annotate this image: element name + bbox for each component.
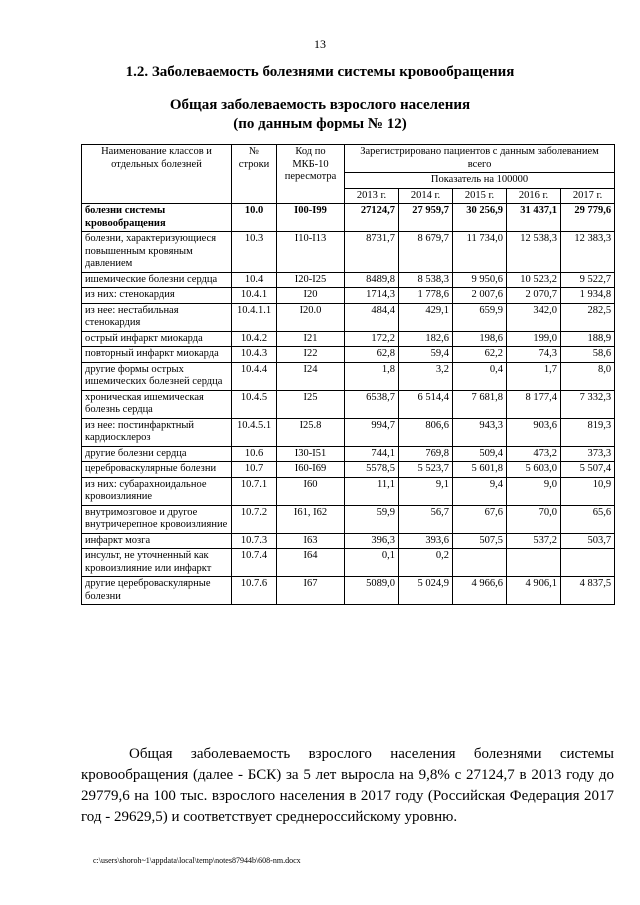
table-row	[82, 577, 615, 605]
value-cell: 8,0	[561, 362, 615, 390]
row-number-cell: 10.4.5	[232, 390, 277, 418]
header-row-no: № строки	[232, 145, 277, 204]
table-row	[82, 477, 615, 505]
value-cell: 9 950,6	[453, 272, 507, 288]
row-number-cell: 10.4	[232, 272, 277, 288]
value-cell: 537,2	[507, 533, 561, 549]
value-cell: 70,0	[507, 505, 561, 533]
disease-name-cell: болезни системы кровообращения	[82, 204, 232, 232]
value-cell: 7 681,8	[453, 390, 507, 418]
table-row	[82, 232, 615, 273]
table-row	[82, 505, 615, 533]
value-cell: 7 332,3	[561, 390, 615, 418]
table-row	[82, 549, 615, 577]
table-row	[82, 347, 615, 363]
value-cell: 31 437,1	[507, 204, 561, 232]
value-cell: 199,0	[507, 331, 561, 347]
value-cell: 0,2	[399, 549, 453, 577]
value-cell: 5 507,4	[561, 462, 615, 478]
value-cell: 806,6	[399, 418, 453, 446]
value-cell: 8 679,7	[399, 232, 453, 273]
header-indicator: Показатель на 100000	[345, 173, 615, 189]
value-cell: 59,9	[345, 505, 399, 533]
row-number-cell: 10.7.6	[232, 577, 277, 605]
value-cell: 198,6	[453, 331, 507, 347]
value-cell: 2 007,6	[453, 288, 507, 304]
value-cell: 393,6	[399, 533, 453, 549]
row-number-cell: 10.4.3	[232, 347, 277, 363]
icd-code-cell: I00-I99	[277, 204, 345, 232]
value-cell: 1714,3	[345, 288, 399, 304]
row-number-cell: 10.4.4	[232, 362, 277, 390]
disease-name-cell: повторный инфаркт миокарда	[82, 347, 232, 363]
row-number-cell: 10.4.5.1	[232, 418, 277, 446]
value-cell: 12 383,3	[561, 232, 615, 273]
value-cell: 0,1	[345, 549, 399, 577]
value-cell: 29 779,6	[561, 204, 615, 232]
value-cell: 5578,5	[345, 462, 399, 478]
table-row	[82, 272, 615, 288]
disease-name-cell: из них: стенокардия	[82, 288, 232, 304]
value-cell	[507, 549, 561, 577]
icd-code-cell: I10-I13	[277, 232, 345, 273]
value-cell: 67,6	[453, 505, 507, 533]
icd-code-cell: I63	[277, 533, 345, 549]
value-cell: 62,8	[345, 347, 399, 363]
value-cell: 4 966,6	[453, 577, 507, 605]
value-cell: 10 523,2	[507, 272, 561, 288]
icd-code-cell: I20	[277, 288, 345, 304]
row-number-cell: 10.7.2	[232, 505, 277, 533]
value-cell: 182,6	[399, 331, 453, 347]
disease-name-cell: из нее: постинфарктный кардиосклероз	[82, 418, 232, 446]
table-row	[82, 462, 615, 478]
page-number: 13	[314, 37, 326, 51]
header-year: 2016 г.	[507, 188, 561, 204]
icd-code-cell: I25	[277, 390, 345, 418]
section-title: 1.2. Заболеваемость болезнями системы кровообращения	[125, 64, 515, 80]
row-number-cell: 10.7.3	[232, 533, 277, 549]
value-cell: 0,4	[453, 362, 507, 390]
value-cell: 1,7	[507, 362, 561, 390]
value-cell: 12 538,3	[507, 232, 561, 273]
header-year: 2013 г.	[345, 188, 399, 204]
table-row	[82, 533, 615, 549]
row-number-cell: 10.4.2	[232, 331, 277, 347]
value-cell: 27124,7	[345, 204, 399, 232]
table-row	[82, 331, 615, 347]
icd-code-cell: I21	[277, 331, 345, 347]
table-row	[82, 418, 615, 446]
value-cell: 9 522,7	[561, 272, 615, 288]
row-number-cell: 10.3	[232, 232, 277, 273]
disease-name-cell: другие болезни сердца	[82, 446, 232, 462]
value-cell: 8 177,4	[507, 390, 561, 418]
table-title-line2: (по данным формы № 12)	[233, 116, 407, 132]
value-cell: 11,1	[345, 477, 399, 505]
row-number-cell: 10.7.4	[232, 549, 277, 577]
morbidity-table	[81, 144, 615, 605]
value-cell	[453, 549, 507, 577]
row-number-cell: 10.4.1	[232, 288, 277, 304]
disease-name-cell: болезни, характеризующиеся повышенным кровяным давлением	[82, 232, 232, 273]
value-cell: 3,2	[399, 362, 453, 390]
disease-name-cell: внутримозговое и другое внутричерепное кровоизлияние	[82, 505, 232, 533]
row-number-cell: 10.6	[232, 446, 277, 462]
value-cell: 659,9	[453, 303, 507, 331]
table-row	[82, 362, 615, 390]
summary-paragraph	[81, 744, 614, 828]
value-cell: 819,3	[561, 418, 615, 446]
table-row	[82, 288, 615, 304]
value-cell: 58,6	[561, 347, 615, 363]
header-name: Наименование классов и отдельных болезней	[82, 145, 232, 204]
icd-code-cell: I25.8	[277, 418, 345, 446]
row-number-cell: 10.7	[232, 462, 277, 478]
icd-code-cell: I64	[277, 549, 345, 577]
value-cell: 484,4	[345, 303, 399, 331]
value-cell: 59,4	[399, 347, 453, 363]
value-cell: 62,2	[453, 347, 507, 363]
header-year: 2015 г.	[453, 188, 507, 204]
value-cell: 6 514,4	[399, 390, 453, 418]
value-cell: 503,7	[561, 533, 615, 549]
disease-name-cell: хроническая ишемическая болезнь сердца	[82, 390, 232, 418]
value-cell: 9,0	[507, 477, 561, 505]
icd-code-cell: I60-I69	[277, 462, 345, 478]
disease-name-cell: инфаркт мозга	[82, 533, 232, 549]
row-number-cell: 10.4.1.1	[232, 303, 277, 331]
value-cell: 4 837,5	[561, 577, 615, 605]
value-cell: 342,0	[507, 303, 561, 331]
value-cell: 8 538,3	[399, 272, 453, 288]
value-cell: 188,9	[561, 331, 615, 347]
table-row	[82, 446, 615, 462]
footer-file-path: c:\users\shoroh~1\appdata\local\temp\notes87944b\608-nm.docx	[93, 856, 301, 865]
value-cell: 429,1	[399, 303, 453, 331]
value-cell: 5 024,9	[399, 577, 453, 605]
disease-name-cell: другие цереброваскулярные болезни	[82, 577, 232, 605]
table-title	[0, 96, 640, 134]
value-cell: 11 734,0	[453, 232, 507, 273]
value-cell: 282,5	[561, 303, 615, 331]
value-cell: 903,6	[507, 418, 561, 446]
value-cell: 744,1	[345, 446, 399, 462]
value-cell: 6538,7	[345, 390, 399, 418]
value-cell: 10,9	[561, 477, 615, 505]
row-number-cell: 10.0	[232, 204, 277, 232]
disease-name-cell: ишемические болезни сердца	[82, 272, 232, 288]
value-cell: 4 906,1	[507, 577, 561, 605]
value-cell: 943,3	[453, 418, 507, 446]
value-cell: 5 603,0	[507, 462, 561, 478]
table-row	[82, 204, 615, 232]
value-cell: 1 778,6	[399, 288, 453, 304]
icd-code-cell: I61, I62	[277, 505, 345, 533]
row-number-cell: 10.7.1	[232, 477, 277, 505]
disease-name-cell: инсульт, не уточненный как кровоизлияние или инфаркт	[82, 549, 232, 577]
table-title-line1: Общая заболеваемость взрослого населения	[169, 97, 471, 113]
value-cell: 5 601,8	[453, 462, 507, 478]
value-cell: 373,3	[561, 446, 615, 462]
value-cell: 9,1	[399, 477, 453, 505]
value-cell: 5 523,7	[399, 462, 453, 478]
disease-name-cell: из них: субарахноидальное кровоизлияние	[82, 477, 232, 505]
value-cell: 994,7	[345, 418, 399, 446]
value-cell: 1 934,8	[561, 288, 615, 304]
icd-code-cell: I22	[277, 347, 345, 363]
header-icd: Код по МКБ-10 пересмотра	[277, 145, 345, 204]
header-year: 2017 г.	[561, 188, 615, 204]
value-cell: 30 256,9	[453, 204, 507, 232]
value-cell: 8731,7	[345, 232, 399, 273]
value-cell: 1,8	[345, 362, 399, 390]
value-cell: 2 070,7	[507, 288, 561, 304]
disease-name-cell: цереброваскулярные болезни	[82, 462, 232, 478]
icd-code-cell: I30-I51	[277, 446, 345, 462]
icd-code-cell: I24	[277, 362, 345, 390]
icd-code-cell: I20-I25	[277, 272, 345, 288]
value-cell: 9,4	[453, 477, 507, 505]
value-cell: 8489,8	[345, 272, 399, 288]
value-cell: 27 959,7	[399, 204, 453, 232]
summary-text: Общая заболеваемость взрослого населения болезнями системы кровообращения (далее - БСК) за 5 лет выросла на 9,8% с 27124,7 в 2013 году до 29779,6 на 100 тыс. взрослого населения в 2017 году (Российская Федерация 2017 год - 29629,5) и соответствует среднероссийскому уровню.	[81, 746, 614, 825]
table-row	[82, 390, 615, 418]
header-registered: Зарегистрировано пациентов с данным заболеванием всего	[345, 145, 615, 173]
value-cell: 769,8	[399, 446, 453, 462]
value-cell: 74,3	[507, 347, 561, 363]
value-cell: 509,4	[453, 446, 507, 462]
value-cell: 172,2	[345, 331, 399, 347]
value-cell: 473,2	[507, 446, 561, 462]
value-cell: 396,3	[345, 533, 399, 549]
value-cell: 56,7	[399, 505, 453, 533]
header-year: 2014 г.	[399, 188, 453, 204]
value-cell: 65,6	[561, 505, 615, 533]
icd-code-cell: I20.0	[277, 303, 345, 331]
value-cell	[561, 549, 615, 577]
icd-code-cell: I60	[277, 477, 345, 505]
disease-name-cell: из нее: нестабильная стенокардия	[82, 303, 232, 331]
value-cell: 5089,0	[345, 577, 399, 605]
disease-name-cell: другие формы острых ишемических болезней сердца	[82, 362, 232, 390]
disease-name-cell: острый инфаркт миокарда	[82, 331, 232, 347]
icd-code-cell: I67	[277, 577, 345, 605]
table-row	[82, 303, 615, 331]
value-cell: 507,5	[453, 533, 507, 549]
